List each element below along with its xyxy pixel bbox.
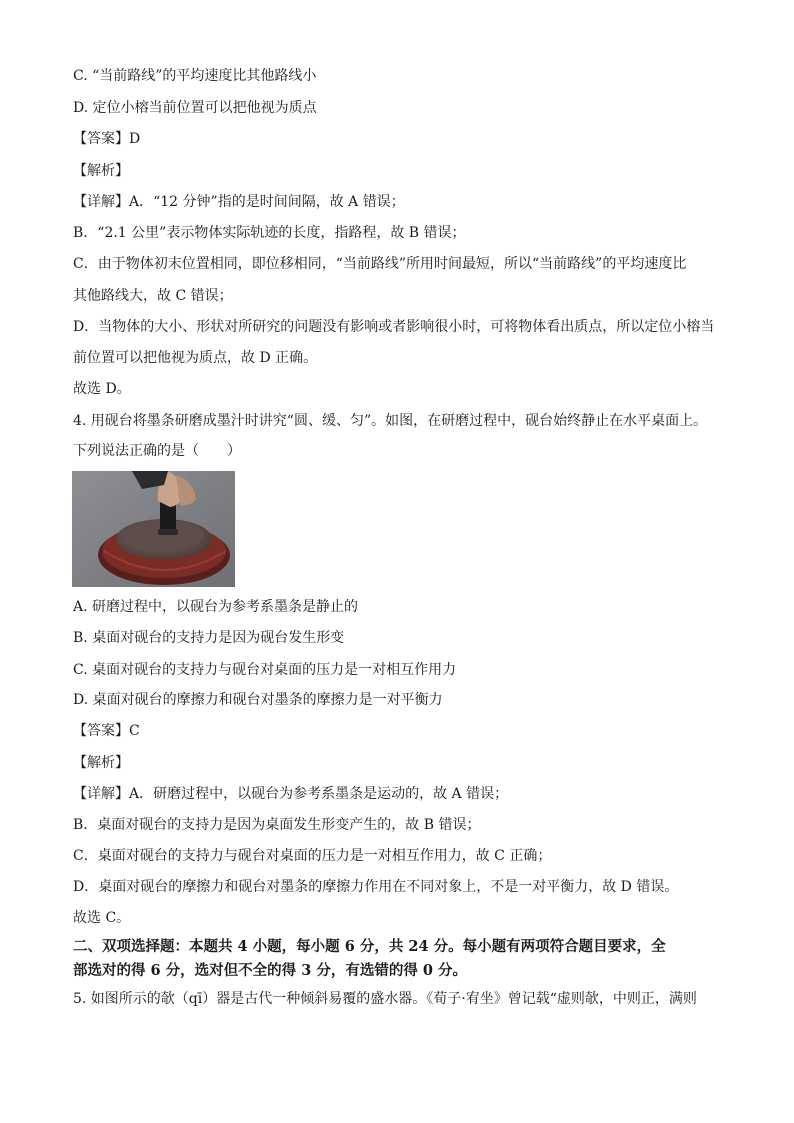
q3-analysis-label: 【解析】 (73, 163, 129, 179)
q4-option-b: B. 桌面对砚台的支持力是因为砚台发生形变 (73, 630, 345, 646)
q3-detail-c-line1: C．由于物体初末位置相同，即位移相同，“当前路线”所用时间最短，所以“当前路线”的平均速度比 (73, 256, 687, 272)
q3-detail-b: B．“2.1 公里”表示物体实际轨迹的长度，指路程，故 B 错误； (73, 225, 466, 241)
q3-option-d: D. 定位小榕当前位置可以把他视为质点 (73, 100, 317, 116)
q4-option-c: C. 桌面对砚台的支持力与砚台对桌面的压力是一对相互作用力 (73, 662, 457, 678)
q4-option-d: D. 桌面对砚台的摩擦力和砚台对墨条的摩擦力是一对平衡力 (73, 692, 443, 708)
q4-stem-line1: 4. 用砚台将墨条研磨成墨汁时讲究“圆、缓、匀”。如图，在研磨过程中，砚台始终静止在水平桌面上。 (73, 413, 708, 429)
q4-conclusion: 故选 C。 (73, 910, 131, 926)
q3-detail-d-line1: D．当物体的大小、形状对所研究的问题没有影响或者影响很小时，可将物体看出质点，所以定位小榕当 (73, 319, 715, 335)
q4-detail-a: 【详解】A．研磨过程中，以砚台为参考系墨条是运动的，故 A 错误； (73, 786, 509, 802)
q5-stem-line1: 5. 如图所示的欹（qī）器是古代一种倾斜易覆的盛水器。《荀子·宥坐》曾记载“虚则欹，中则正，满则 (73, 991, 697, 1007)
q4-stem-line2: 下列说法正确的是（ ） (73, 443, 241, 459)
q4-detail-b: B．桌面对砚台的支持力是因为桌面发生形变产生的，故 B 错误； (73, 817, 481, 833)
section-heading-line2: 部选对的得 6 分，选对但不全的得 3 分，有选错的得 0 分。 (73, 962, 468, 979)
q4-detail-d: D．桌面对砚台的摩擦力和砚台对墨条的摩擦力作用在不同对象上，不是一对平衡力，故 D 错误。 (73, 879, 679, 895)
q4-answer: 【答案】C (73, 723, 140, 739)
q3-conclusion: 故选 D。 (73, 381, 131, 397)
q3-detail-d-line2: 前位置可以把他视为质点，故 D 正确。 (73, 350, 318, 366)
q4-detail-c: C．桌面对砚台的支持力与砚台对桌面的压力是一对相互作用力，故 C 正确； (73, 848, 552, 864)
q3-detail-c-line2: 其他路线大，故 C 错误； (73, 288, 233, 304)
q3-detail-a: 【详解】A．“12 分钟”指的是时间间隔，故 A 错误； (73, 194, 405, 210)
q3-answer: 【答案】D (73, 131, 141, 147)
q4-analysis-label: 【解析】 (73, 755, 129, 771)
q4-option-a: A. 研磨过程中，以砚台为参考系墨条是静止的 (73, 599, 359, 615)
inkstone-photo (72, 471, 235, 587)
section-heading-line1: 二、双项选择题：本题共 4 小题，每小题 6 分，共 24 分。每小题有两项符合题目要求，全 (73, 938, 666, 955)
q3-option-c: C. “当前路线”的平均速度比其他路线小 (73, 68, 317, 84)
